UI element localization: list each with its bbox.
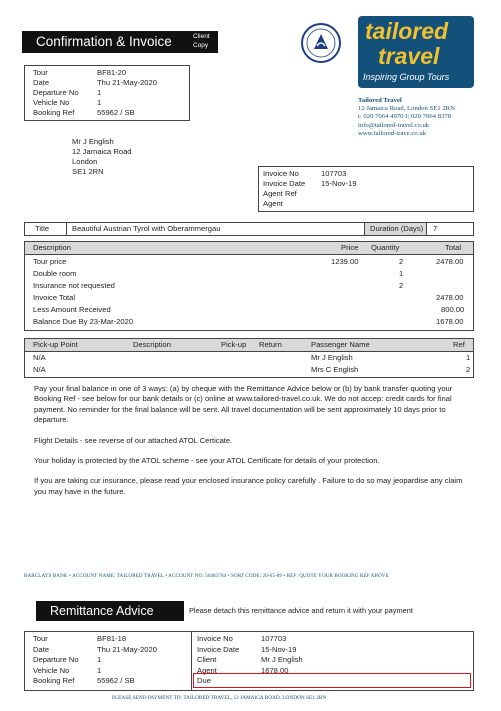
booking-label: Date	[33, 78, 50, 87]
payment-paragraph: Pay your final balance in one of 3 ways: (a) by cheque with the Remittance Advice below or (b) by bank transfer quoting your Booking Ref - see below for our bank details or (c) online at www.tailored-travel.co.uk. We do not accep: credit cards for final payment. No reminder for the final balance will be sent. All travel documentation will be sent approximately 10 days prior to departure.	[34, 384, 453, 425]
remittance-header	[36, 601, 184, 621]
invoice-values	[321, 169, 356, 189]
booking-labels	[33, 68, 79, 118]
remittance-title: Remittance Advice	[50, 604, 154, 618]
invoice-label: Agent Ref	[263, 189, 297, 198]
flight-paragraph: Flight Details - see reverse of our attached ATOL Certicate.	[34, 435, 233, 445]
duration-label: Duration (Days)	[370, 224, 424, 233]
insurance-paragraph: If you are taking cur insurance, please read your enclosed insurance policy carefully . Failure to do so may jeopardise any claim you may have in the future.	[34, 476, 463, 496]
remit-client-value: Mr J English	[261, 655, 303, 665]
booking-label: Booking Ref	[33, 108, 75, 117]
remit-vehicle-value: 1	[97, 665, 102, 675]
pickup-header-passenger: Passenger Name	[311, 340, 370, 349]
pickup-header-description: Description	[133, 340, 171, 349]
remit-due-value: 1678.00	[261, 665, 289, 675]
remit-label: Due	[197, 676, 211, 686]
title-row	[24, 222, 474, 236]
abta-seal-icon	[300, 22, 342, 64]
company-email: info@tailored-travel.co.uk	[358, 121, 430, 129]
charge-total: 2478.00	[436, 293, 464, 302]
charge-qty: 1	[399, 269, 404, 278]
charge-desc: Invoice Total	[33, 293, 76, 302]
charge-row	[25, 257, 473, 268]
charge-total: 1678.00	[436, 317, 464, 326]
charge-desc: Insurance not requested	[33, 281, 115, 290]
charge-desc: Double room	[33, 269, 77, 278]
charge-qty: 2	[399, 257, 404, 266]
recipient-line: London	[72, 157, 98, 166]
remit-date-value: Thu 21-May-2020	[97, 644, 157, 654]
charges-header-quantity: Quantity	[371, 243, 400, 252]
remit-invoice-date-value: 15-Nov-19	[261, 644, 297, 654]
charge-desc: Balance Due By 23-Mar-2020	[33, 317, 134, 326]
pickup-point: N/A	[33, 365, 46, 374]
remittance-right-values	[261, 634, 303, 676]
passenger-ref: 2	[466, 365, 471, 374]
copy-note-2: Copy	[193, 42, 209, 49]
brand-name-1: tailored	[365, 18, 449, 44]
remit-label: Client	[197, 655, 217, 665]
brand-name-2: travel	[378, 43, 440, 69]
remittance-instruction: Please detach this remittance advice and return it with your payment	[189, 606, 413, 615]
booking-label: Departure No	[33, 88, 79, 97]
invoice-labels	[263, 169, 305, 209]
atol-paragraph: Your holiday is protected by the ATOL scheme - see your ATOL Certificate for details of your protection.	[34, 456, 380, 466]
remit-departure-value: 1	[97, 655, 102, 665]
passenger-name: Mr J English	[311, 353, 353, 362]
charges-header	[25, 242, 473, 255]
payment-footer: PLEASE SEND PAYMENT TO: TAILORED TRAVEL, 12 JAMAICA ROAD, LONDON SE1 2RN	[112, 695, 327, 701]
remit-label: Booking Ref	[33, 676, 75, 686]
pickup-table	[24, 338, 474, 378]
charge-price: 1239.00	[331, 257, 359, 266]
booking-label: Vehicle No	[33, 98, 70, 107]
remit-invoice-no-value: 107703	[261, 634, 287, 643]
pickup-header-point: Pick-up Point	[33, 340, 78, 349]
charge-total: 2478.00	[436, 257, 464, 266]
booking-date-value: Thu 21-May-2020	[97, 78, 157, 87]
recipient-address	[72, 137, 132, 177]
booking-values	[97, 68, 157, 118]
company-name: Tailored Travel	[358, 97, 402, 104]
bank-details: BARCLAYS BANK • ACCOUNT NAME: TAILORED TRAVEL • ACCOUNT NO: 50483784 • SORT CODE: 20-65-89 • REF: QUOTE YOUR BOOKING REF ABOVE	[24, 573, 389, 579]
passenger-name: Mrs C English	[311, 365, 359, 374]
company-address	[358, 97, 455, 138]
document-title: Confirmation & Invoice	[36, 34, 172, 49]
charges-header-total: Total	[445, 243, 462, 252]
pickup-header	[25, 339, 473, 352]
booking-details-box	[24, 65, 190, 121]
brand-logo	[358, 16, 474, 88]
invoice-date-value: 15-Nov-19	[321, 179, 357, 188]
body-text	[34, 384, 474, 497]
company-web: www.tailored-trave.co.uk	[358, 129, 427, 137]
remit-tour-value: BF81-18	[97, 634, 127, 643]
charge-qty: 2	[399, 281, 404, 290]
charge-row	[25, 317, 473, 328]
invoice-label: Invoice No	[263, 169, 299, 178]
title-label: Title	[35, 224, 50, 233]
remit-label: Invoice No	[197, 634, 233, 643]
charge-desc: Tour price	[33, 257, 67, 266]
due-highlight	[193, 673, 471, 688]
charge-desc: Less Amount Received	[33, 305, 111, 314]
company-street: 12 Jamaica Road, London SE1 2RN	[358, 105, 455, 113]
remittance-left-labels	[33, 634, 79, 687]
tour-title: Beautiful Austrian Tyrol with Oberammergau	[72, 224, 221, 233]
charge-row	[25, 281, 473, 292]
document-header	[22, 31, 218, 53]
pickup-header-ref: Ref	[453, 340, 465, 349]
recipient-line: Mr J English	[72, 137, 114, 146]
recipient-line: SE1 2RN	[72, 167, 104, 176]
charge-total: 800.00	[441, 305, 465, 314]
booking-ref-value: 55962 / SB	[97, 108, 135, 117]
pickup-header-return: Return	[259, 340, 282, 349]
charges-header-description: Description	[33, 243, 71, 252]
copy-note-1: Client	[193, 33, 210, 40]
charge-row	[25, 305, 473, 316]
pickup-point: N/A	[33, 353, 46, 362]
brand-tagline: Inspiring Group Tours	[363, 72, 450, 82]
invoice-box	[258, 166, 474, 212]
remit-label: Vehicle No	[33, 665, 70, 675]
remit-label: Agent	[197, 665, 217, 675]
booking-label: Tour	[33, 68, 48, 77]
remit-label: Invoice Date	[197, 644, 240, 654]
pickup-row	[25, 365, 473, 376]
booking-tour-value: BF81-20	[97, 68, 127, 77]
remit-label: Tour	[33, 634, 48, 643]
company-phone: t: 020 7064 4970 f: 020 7064 8378	[358, 113, 452, 121]
remit-booking-ref-value: 55962 / SB	[97, 676, 135, 686]
pickup-row	[25, 353, 473, 364]
invoice-label: Agent	[263, 199, 283, 208]
booking-departure-value: 1	[97, 88, 102, 97]
charge-row	[25, 293, 473, 304]
charge-row	[25, 269, 473, 280]
booking-vehicle-value: 1	[97, 98, 102, 107]
remit-label: Date	[33, 644, 50, 654]
invoice-label: Invoice Date	[263, 179, 306, 188]
charges-header-price: Price	[341, 243, 359, 252]
passenger-ref: 1	[466, 353, 471, 362]
remittance-left-values	[97, 634, 157, 687]
duration-value: 7	[433, 224, 438, 233]
pickup-header-pickup: Pick-up	[221, 340, 247, 349]
remit-label: Departure No	[33, 655, 79, 665]
invoice-number-value: 107703	[321, 169, 347, 178]
charges-table	[24, 241, 474, 331]
recipient-line: 12 Jarnaica Road	[72, 147, 132, 156]
